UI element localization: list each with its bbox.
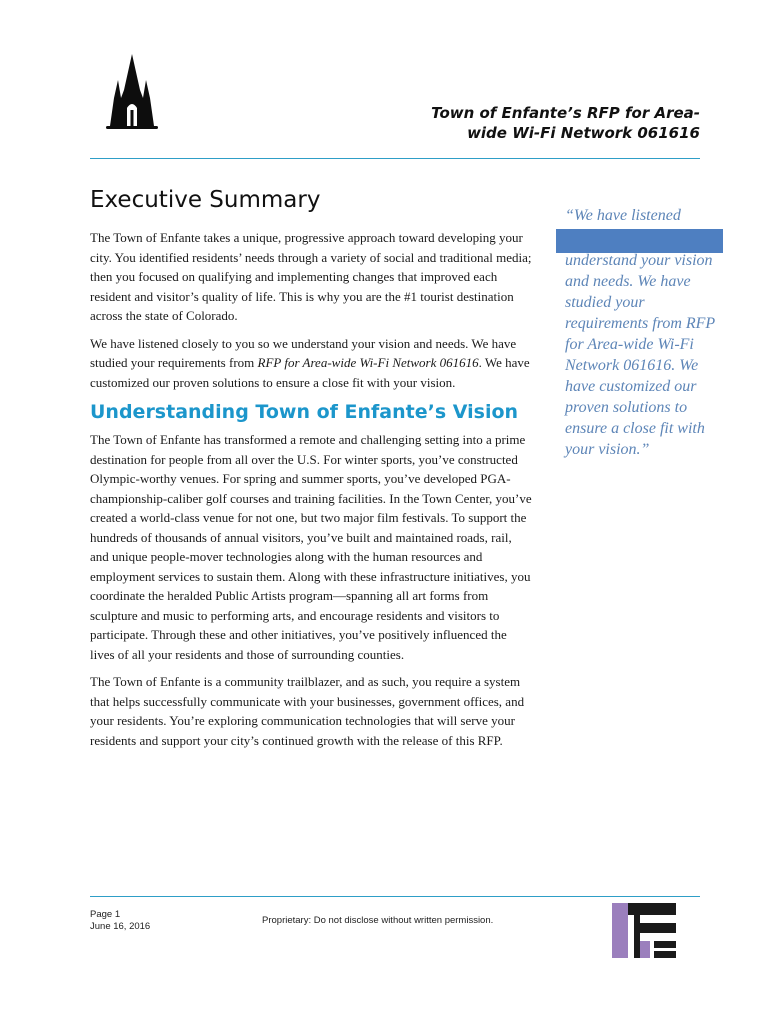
pullquote (565, 205, 725, 460)
document-date: June 16, 2016 (90, 921, 151, 932)
vision-paragraph-1: The Town of Enfante has transformed a remote and challenging setting into a prime destination for people from all over the U.S. For winter sports, you’ve constructed Olympic-worthy venues. For spring and summer sports, you’ve developed PGA-championship-caliber golf courses and training facilities. In the Town Center, you’ve created a world-class venue for not one, but two major film festivals. To support the hundreds of thousands of annual visitors, you’ve built and maintained roads, rail, and unique people-mover technologies along with the human resources and employment services to sustain them. Along with these infrastructure initiatives, you coordinate the heralded Public Artists program—spanning all art forms from sculpture and music to performing arts, and encourage residents and visitors to participate. Through these and other initiatives, you’ve positively influenced the lives of all your residents and those of surrounding counties. (90, 432, 532, 662)
main-content (90, 184, 532, 758)
page-number: Page 1 (90, 909, 121, 920)
intro-paragraph-2-start: We have listened closely to you so we understand your vision and needs. We have studied your requirements from (90, 335, 517, 370)
header-title-line-2: wide Wi-Fi Network 061616 (467, 124, 700, 142)
intro-paragraph-2-end: . We have customized our proven solutions to ensure a close fit with your vision. (90, 355, 530, 390)
pullquote-first-line: “We have listened (565, 207, 681, 224)
cathedral-spires-icon (104, 52, 160, 132)
page-title: Executive Summary (90, 187, 321, 213)
header-title-line-1: Town of Enfante’s RFP for Area- (431, 104, 700, 122)
intro-paragraph-2 (90, 334, 532, 393)
header-title (370, 103, 700, 143)
geometric-block-logo-icon (612, 903, 676, 958)
footer-divider (90, 896, 700, 897)
header-divider (90, 158, 700, 159)
intro-paragraph-1: The Town of Enfante takes a unique, progressive approach toward developing your city. You identified residents’ needs through a variety of social and traditional media; then you focused on qualifying and implementing changes that improved each resident and visitor’s quality of life. This is why you are the #1 tourist destination across the state of Colorado. (90, 230, 532, 323)
proprietary-notice: Proprietary: Do not disclose without written permission. (262, 915, 494, 926)
rfp-title-reference: RFP for Area-wide Wi-Fi Network 061616 (257, 355, 479, 370)
section-heading: Understanding Town of Enfante’s Vision (90, 401, 519, 423)
vision-paragraph-2: The Town of Enfante is a community trailblazer, and as such, you require a system that helps successfully communicate with your businesses, government offices, and your residents. You’re exploring communication technologies that will serve your residents and support your city’s continued growth with the release of this RFP. (90, 674, 525, 748)
pullquote-body: understand your vision and needs. We have studied your requirements from RFP for Area-wide Wi-Fi Network 061616. We have customized our proven solutions to ensure a close fit with your vision.” (565, 252, 715, 458)
footer-page-info (90, 909, 150, 933)
